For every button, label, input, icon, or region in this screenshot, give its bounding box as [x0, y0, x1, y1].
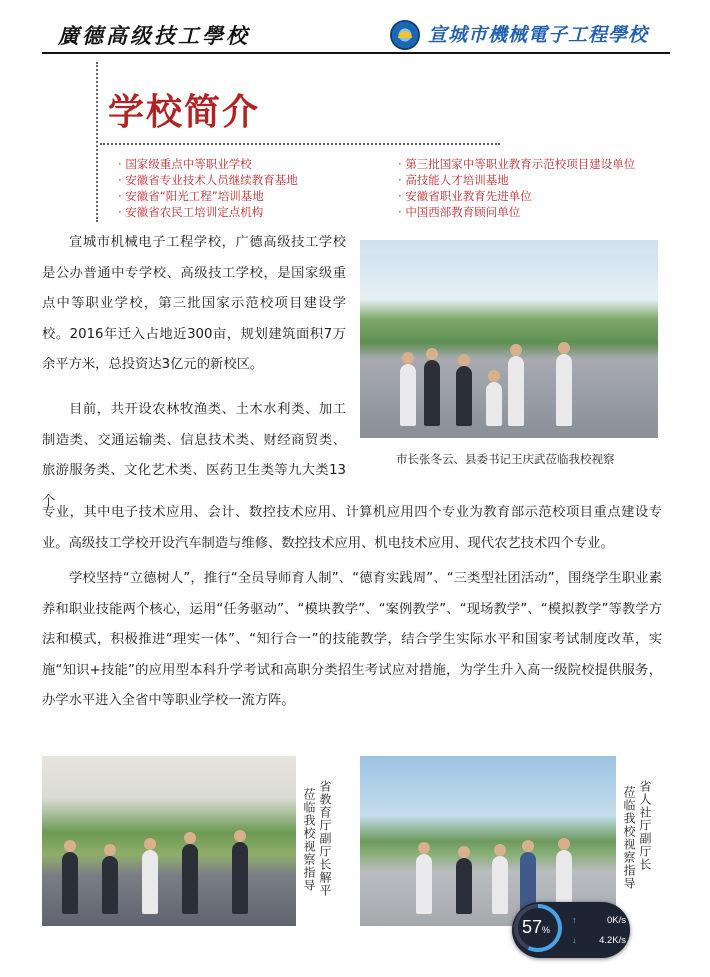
download-arrow-icon: ↓ [572, 935, 577, 945]
photo-person [416, 854, 432, 914]
honor-item: · 高技能人才培训基地 [398, 172, 635, 188]
usage-percent [522, 917, 550, 938]
honor-item: · 中国西部教育顾问单位 [398, 204, 635, 220]
upload-rate: 0K/s [606, 915, 626, 926]
horizontal-dotted-rule [100, 143, 500, 145]
honors-list-right [398, 156, 635, 220]
upload-rate-row [572, 915, 626, 926]
download-rate-row [572, 935, 626, 946]
header-divider [42, 52, 670, 54]
percent-sign: % [542, 925, 551, 935]
photo-person [556, 354, 572, 426]
page-title: 学校简介 [108, 91, 261, 133]
honors-list-left [118, 156, 298, 220]
photo-person [232, 842, 248, 914]
upload-arrow-icon: ↑ [572, 915, 577, 925]
majors-paragraph-part2: 专业，其中电子技术应用、会计、数控技术应用、计算机应用四个专业为教育部示范校项目重点建设专业。高级技工学校开设汽车制造与维修、数控技术应用、机电技术应用、现代农艺技术四个专业。 [42, 505, 662, 551]
photo-caption-vertical: 省教育厅副厅长解平 [318, 780, 332, 897]
logo-emblem-icon [398, 31, 412, 38]
usage-percent-value: 57 [522, 917, 543, 937]
photo-person [456, 366, 472, 426]
photo-person [486, 382, 502, 426]
photo-person [182, 844, 198, 914]
school-name-left: 廣德高级技工學校 [58, 23, 250, 48]
photo-caption-vertical: 莅临我校视察指导 [302, 788, 316, 892]
photo-caption-vertical: 省人社厅副厅长 [638, 780, 652, 871]
honor-item: · 安徽省“阳光工程”培训基地 [118, 188, 298, 204]
honor-item: · 国家级重点中等职业学校 [118, 156, 298, 172]
photo-mayor-visit [360, 240, 658, 438]
photo-caption: 市长张冬云、县委书记王庆武莅临我校视察 [396, 452, 615, 466]
honor-item: · 第三批国家中等职业教育示范校项目建设单位 [398, 156, 635, 172]
honor-item: · 安徽省农民工培训定点机构 [118, 204, 298, 220]
photo-person [400, 364, 416, 426]
honor-item: · 安徽省专业技术人员继续教育基地 [118, 172, 298, 188]
photo-person [508, 356, 524, 426]
photo-caption-vertical: 莅临我校视察指导 [622, 786, 636, 890]
honor-item: · 安徽省职业教育先进单位 [398, 188, 635, 204]
intro-paragraph: 宣城市机械电子工程学校，广德高级技工学校是公办普通中专学校、高级技工学校，是国家级重点中等职业学校，第三批国家示范校项目建设学校。2016年迁入占地近300亩，规划建筑面积7万余平方米，总投资达3亿元的新校区。 [42, 235, 346, 372]
majors-paragraph-part1: 目前，共开设农林牧渔类、土木水利类、加工制造类、交通运输类、信息技术类、财经商贸类、旅游服务类、文化艺术类、医药卫生类等九大类13个 [42, 402, 346, 509]
photo-education-official-visit [42, 756, 296, 926]
school-name-right: 宣城市機械電子工程學校 [428, 24, 649, 46]
photo-person [456, 858, 472, 914]
photo-person [62, 852, 78, 914]
download-rate: 4.2K/s [599, 935, 626, 946]
photo-person [492, 856, 508, 914]
teaching-paragraph: 学校坚持“立德树人”，推行“全员导师育人制”、“德育实践周”、“三类型社团活动”，围绕学生职业素养和职业技能两个核心，运用“任务驱动”、“模块教学”、“案例教学”、“现场教学”、“模拟教学”等教学方法和模式，积极推进“理实一体”、“知行合一”的技能教学，结合学生实际水平和国家考试制度改革，实施“知识+技能”的应用型本科升学考试和高职分类招生考试应对措施，为学生升入高一级院校提供服务，办学水平进入全省中等职业学校一流方阵。 [42, 571, 662, 708]
photo-person [424, 360, 440, 426]
photo-hrss-official-visit [360, 756, 616, 926]
photo-person [142, 850, 158, 914]
photo-person [102, 856, 118, 914]
vertical-dotted-rule [96, 62, 98, 222]
